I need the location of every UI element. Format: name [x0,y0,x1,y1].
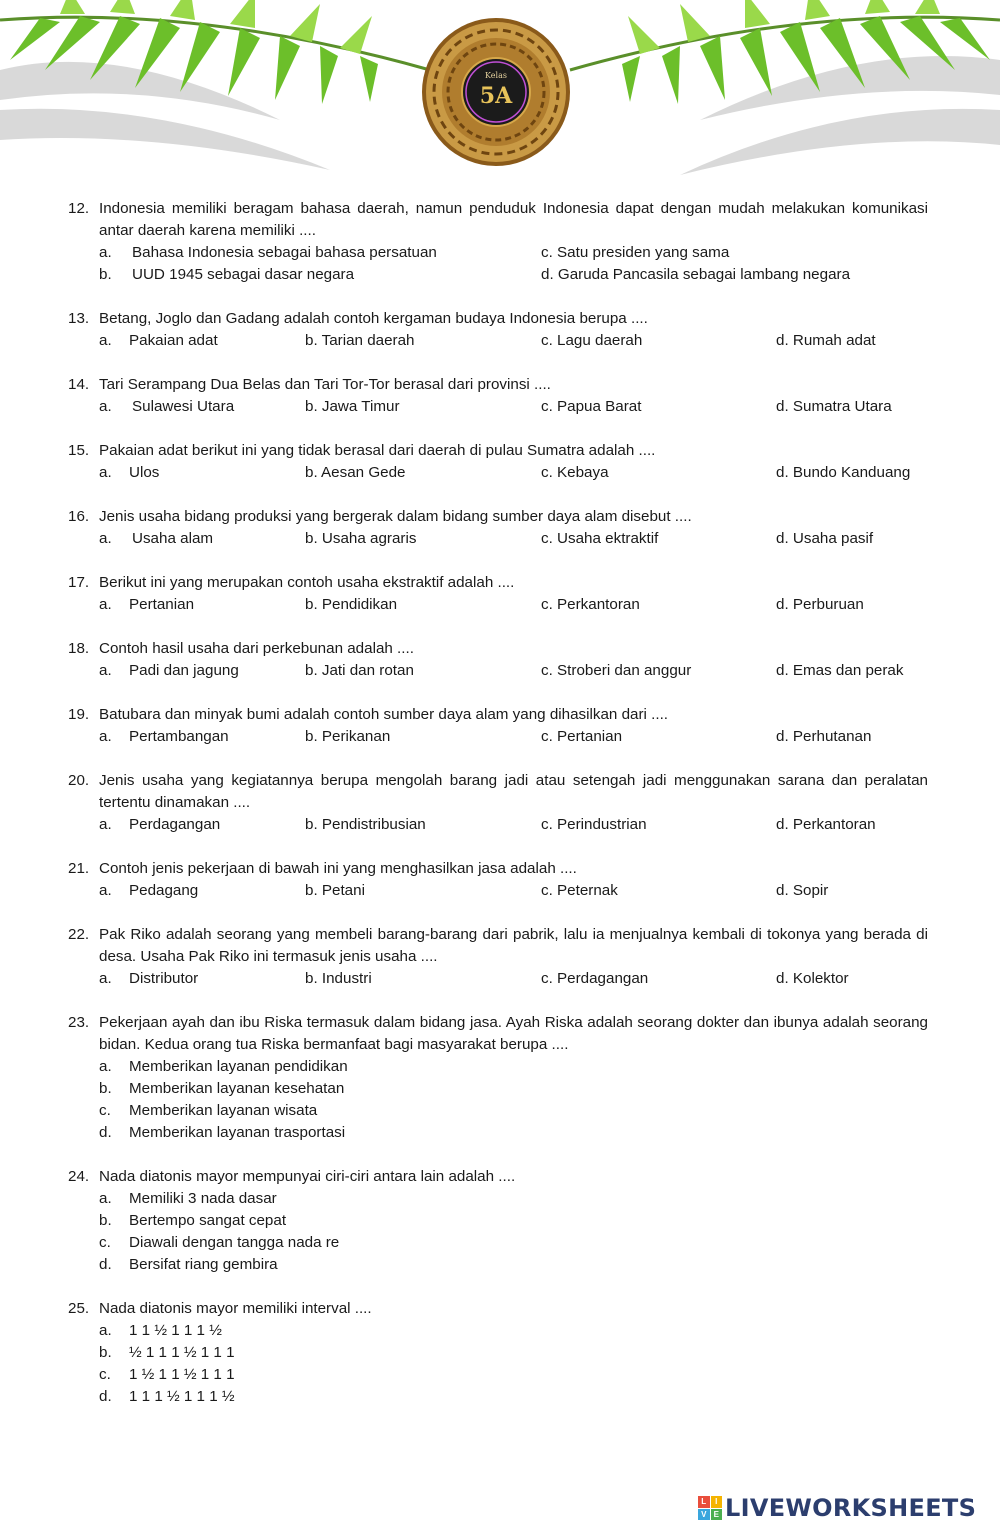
option-text: Usaha alam [132,530,214,547]
option-letter: d. [99,1124,112,1141]
question-text: Pakaian adat berikut ini yang tidak berasal dari daerah di pulau Sumatra adalah .... [99,442,656,459]
answer-options [99,660,928,682]
question-item [68,704,928,748]
answer-option[interactable] [99,396,305,418]
answer-options [99,1320,928,1408]
question-number: 13. [68,310,90,327]
answer-option[interactable] [541,660,776,682]
logo-mark-tile: E [711,1509,723,1521]
option-text: Memberikan layanan pendidikan [129,1058,348,1075]
option-text: Perdagangan [129,816,221,833]
answer-option[interactable] [541,726,776,748]
answer-option[interactable] [541,462,776,484]
option-text: 1 ½ 1 1 ½ 1 1 1 [129,1366,235,1383]
option-letter: b. [99,1212,112,1229]
liveworksheets-mark-icon [698,1496,722,1520]
answer-option[interactable] [99,1342,928,1364]
answer-option[interactable] [305,968,541,990]
question-list [68,198,928,1430]
option-text: c. Pertanian [541,728,623,745]
option-text: c. Usaha ektraktif [541,530,659,547]
option-text: Distributor [129,970,199,987]
question-number: 12. [68,200,90,217]
answer-option[interactable] [541,814,776,836]
option-text: b. Pendidikan [305,596,398,613]
option-letter: d. [99,1388,112,1405]
question-number: 23. [68,1014,90,1031]
answer-options [99,396,928,418]
option-text: c. Papua Barat [541,398,642,415]
option-text: UUD 1945 sebagai dasar negara [132,266,355,283]
answer-option[interactable] [305,462,541,484]
option-text: c. Satu presiden yang sama [541,244,730,261]
option-text: c. Lagu daerah [541,332,643,349]
palm-leaves-decoration [0,0,1000,195]
answer-option[interactable] [541,330,776,352]
answer-option[interactable] [776,594,959,616]
question-item [68,198,928,286]
answer-options [99,528,928,550]
logo-mark-tile: I [711,1496,723,1508]
question-text: Indonesia memiliki beragam bahasa daerah, namun penduduk Indonesia dapat dengan mudah melakukan komunikasi antar daerah karena memiliki .... [99,200,928,239]
answer-option[interactable] [99,528,305,550]
option-text: d. Kolektor [776,970,849,987]
option-text: Pedagang [129,882,199,899]
question-text: Tari Serampang Dua Belas dan Tari Tor-Tor berasal dari provinsi .... [99,376,551,393]
option-text: d. Emas dan perak [776,662,904,679]
question-item [68,924,928,990]
answer-option[interactable] [99,660,305,682]
option-text: b. Jawa Timur [305,398,400,415]
logo-mark-tile: L [698,1496,710,1508]
answer-option[interactable] [305,528,541,550]
answer-option[interactable] [541,242,959,264]
question-item [68,440,928,484]
option-letter: b. [99,1080,112,1097]
option-letter: a. [99,244,112,261]
answer-options [99,968,928,990]
answer-options [99,1188,928,1276]
answer-options [99,242,928,286]
answer-option[interactable] [99,1210,928,1232]
question-text: Contoh hasil usaha dari perkebunan adalah .... [99,640,414,657]
option-text: b. Aesan Gede [305,464,406,481]
answer-option[interactable] [99,264,541,286]
option-letter: a. [99,970,112,987]
option-text: Pertanian [129,596,195,613]
answer-option[interactable] [541,396,776,418]
answer-option[interactable] [541,594,776,616]
option-letter: a. [99,1058,112,1075]
answer-option[interactable] [99,726,305,748]
option-text: b. Industri [305,970,372,987]
answer-option[interactable] [541,968,776,990]
option-letter: a. [99,530,112,547]
answer-option[interactable] [99,1056,928,1078]
question-number: 19. [68,706,90,723]
option-text: Bertempo sangat cepat [129,1212,287,1229]
question-item [68,506,928,550]
option-text: c. Perkantoran [541,596,640,613]
question-text: Nada diatonis mayor mempunyai ciri-ciri antara lain adalah .... [99,1168,516,1185]
answer-option[interactable] [776,660,959,682]
answer-option[interactable] [305,330,541,352]
answer-option[interactable] [99,814,305,836]
option-text: b. Jati dan rotan [305,662,414,679]
question-number: 20. [68,772,90,789]
answer-option[interactable] [541,880,776,902]
option-letter: a. [99,1322,112,1339]
option-letter: a. [99,662,112,679]
option-text: 1 1 ½ 1 1 1 ½ [129,1322,222,1339]
option-text: Bersifat riang gembira [129,1256,278,1273]
answer-options [99,814,928,836]
question-text: Pekerjaan ayah dan ibu Riska termasuk dalam bidang jasa. Ayah Riska adalah seorang dokter dan ibunya adalah seorang bidan. Kedua orang tua Riska bermanfaat bagi masyarakat berupa .... [99,1014,928,1053]
option-text: c. Kebaya [541,464,609,481]
answer-option[interactable] [776,462,959,484]
option-letter: a. [99,1190,112,1207]
option-text: b. Petani [305,882,365,899]
answer-option[interactable] [305,814,541,836]
answer-option[interactable] [305,396,541,418]
answer-option[interactable] [99,1320,928,1342]
option-text: Pakaian adat [129,332,218,349]
answer-option[interactable] [99,1364,928,1386]
question-number: 21. [68,860,90,877]
answer-option[interactable] [305,880,541,902]
answer-option[interactable] [99,462,305,484]
answer-option[interactable] [305,660,541,682]
option-text: c. Peternak [541,882,618,899]
option-letter: a. [99,464,112,481]
option-text: d. Bundo Kanduang [776,464,911,481]
option-text: b. Pendistribusian [305,816,426,833]
option-text: Pertambangan [129,728,229,745]
question-item [68,1012,928,1144]
option-text: b. Tarian daerah [305,332,415,349]
option-text: c. Stroberi dan anggur [541,662,692,679]
option-text: b. Usaha agraris [305,530,417,547]
question-text: Berikut ini yang merupakan contoh usaha ekstraktif adalah .... [99,574,515,591]
option-letter: c. [99,1102,111,1119]
class-badge [422,18,570,166]
answer-option[interactable] [776,968,959,990]
option-text: d. Rumah adat [776,332,876,349]
question-number: 14. [68,376,90,393]
option-letter: c. [99,1234,111,1251]
option-letter: a. [99,596,112,613]
answer-option[interactable] [99,1078,928,1100]
question-item [68,308,928,352]
option-text: d. Perburuan [776,596,864,613]
question-item [68,572,928,616]
question-text: Betang, Joglo dan Gadang adalah contoh kergaman budaya Indonesia berupa .... [99,310,648,327]
answer-option[interactable] [776,528,959,550]
question-number: 18. [68,640,90,657]
question-text: Contoh jenis pekerjaan di bawah ini yang menghasilkan jasa adalah .... [99,860,577,877]
liveworksheets-logo [698,1494,976,1522]
answer-option[interactable] [99,1254,928,1276]
option-text: 1 1 1 ½ 1 1 1 ½ [129,1388,235,1405]
answer-option[interactable] [99,1122,928,1144]
option-letter: d. [99,1256,112,1273]
answer-option[interactable] [99,1100,928,1122]
answer-option[interactable] [99,1188,928,1210]
answer-option[interactable] [776,396,959,418]
answer-option[interactable] [99,594,305,616]
option-text: d. Usaha pasif [776,530,874,547]
option-text: d. Perkantoran [776,816,876,833]
option-text: ½ 1 1 1 ½ 1 1 1 [129,1344,235,1361]
option-letter: b. [99,1344,112,1361]
question-item [68,1298,928,1408]
option-letter: a. [99,728,112,745]
question-number: 15. [68,442,90,459]
answer-option[interactable] [99,880,305,902]
badge-line2: 5A [479,83,513,109]
option-letter: c. [99,1366,111,1383]
option-text: Diawali dengan tangga nada re [129,1234,340,1251]
answer-option[interactable] [776,880,959,902]
option-text: d. Perhutanan [776,728,872,745]
answer-option[interactable] [776,814,959,836]
question-item [68,638,928,682]
option-text: Ulos [129,464,160,481]
option-text: Bahasa Indonesia sebagai bahasa persatuan [132,244,437,261]
option-text: b. Perikanan [305,728,391,745]
question-text: Jenis usaha yang kegiatannya berupa mengolah barang jadi atau setengah jadi menggunakan sarana dan peralatan tertentu dinamakan .... [99,772,928,811]
option-letter: a. [99,332,112,349]
answer-option[interactable] [305,726,541,748]
question-text: Jenis usaha bidang produksi yang bergerak dalam bidang sumber daya alam disebut .... [99,508,692,525]
option-text: c. Perindustrian [541,816,647,833]
option-text: d. Sopir [776,882,829,899]
question-text: Nada diatonis mayor memiliki interval .... [99,1300,372,1317]
answer-option[interactable] [541,264,959,286]
option-letter: b. [99,266,112,283]
option-text: Memiliki 3 nada dasar [129,1190,277,1207]
option-text: Memberikan layanan trasportasi [129,1124,346,1141]
answer-options [99,880,928,902]
question-text: Batubara dan minyak bumi adalah contoh sumber daya alam yang dihasilkan dari .... [99,706,669,723]
question-number: 24. [68,1168,90,1185]
answer-option[interactable] [99,242,541,264]
question-item [68,770,928,836]
question-number: 17. [68,574,90,591]
answer-options [99,1056,928,1144]
badge-line1: Kelas [485,71,507,80]
option-text: d. Sumatra Utara [776,398,892,415]
answer-option[interactable] [305,594,541,616]
option-text: d. Garuda Pancasila sebagai lambang negara [541,266,851,283]
answer-option[interactable] [776,726,959,748]
option-letter: a. [99,398,112,415]
question-text: Pak Riko adalah seorang yang membeli barang-barang dari pabrik, lalu ia menjualnya kembali di tokonya yang berada di desa. Usaha Pak Riko ini termasuk jenis usaha .... [99,926,928,965]
question-item [68,1166,928,1276]
option-letter: a. [99,882,112,899]
option-text: Sulawesi Utara [132,398,235,415]
answer-option[interactable] [99,1386,928,1408]
answer-option[interactable] [776,330,959,352]
answer-options [99,594,928,616]
question-item [68,858,928,902]
question-number: 25. [68,1300,90,1317]
answer-options [99,462,928,484]
answer-options [99,330,928,352]
answer-options [99,726,928,748]
logo-mark-tile: V [698,1509,710,1521]
option-text: Memberikan layanan wisata [129,1102,318,1119]
question-number: 16. [68,508,90,525]
question-number: 22. [68,926,90,943]
option-text: Memberikan layanan kesehatan [129,1080,345,1097]
answer-option[interactable] [99,968,305,990]
answer-option[interactable] [99,1232,928,1254]
liveworksheets-wordmark: LIVEWORKSHEETS [725,1494,977,1522]
header-banner [0,0,1000,195]
answer-option[interactable] [541,528,776,550]
option-text: Padi dan jagung [129,662,239,679]
question-item [68,374,928,418]
option-text: c. Perdagangan [541,970,649,987]
option-letter: a. [99,816,112,833]
answer-option[interactable] [99,330,305,352]
